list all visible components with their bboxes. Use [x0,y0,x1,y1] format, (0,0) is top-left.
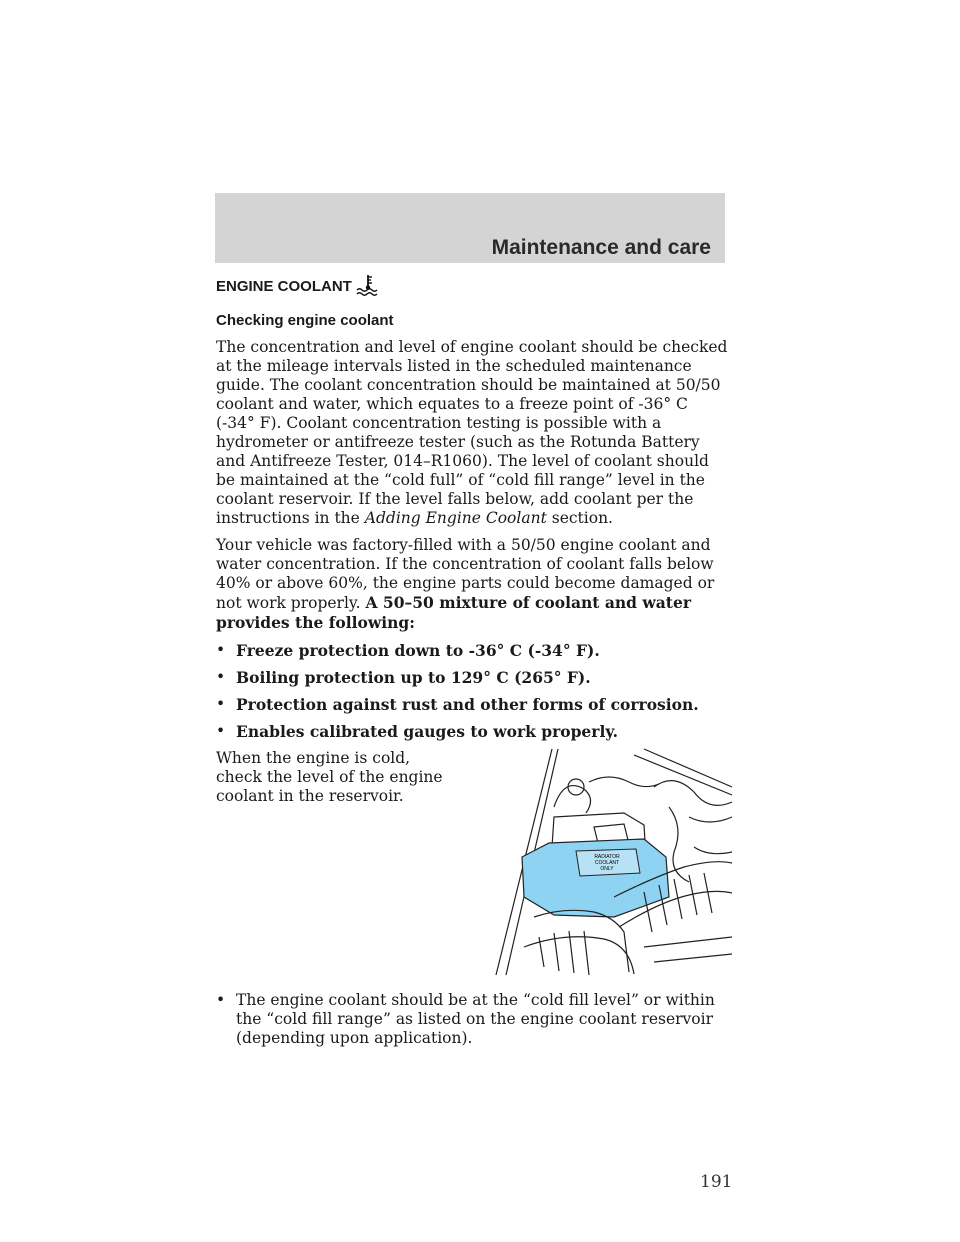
list-item [216,641,728,660]
bullet-glyph: • [216,695,226,713]
reservoir-label-line3: ONLY [600,866,614,872]
paragraph-concentration [216,338,728,528]
list-item-text: Enables calibrated gauges to work properly. [236,722,618,741]
reservoir-label-line2: COOLANT [594,860,620,866]
paragraph-concentration-text: The concentration and level of engine coolant should be checked at the mileage intervals listed in the scheduled maintenance guide. The coolant concentration should be maintained at 50/50 coolant and water, which equates to a freeze point of -36° C (-34° F). Coolant concentration testing is possible with a hydrometer or antifreeze tester (such as the Rotunda Battery and Antifreeze Tester, 014–R1060). The level of coolant should be maintained at the “cold full” of “cold fill range” level in the coolant reservoir. If the level falls below, add coolant per the instructions in the [216,338,728,527]
list-item [216,722,728,741]
final-bullet-text: The engine coolant should be at the “cold fill level” or within the “cold fill range” as listed on the engine coolant reservoir (depending upon application). [236,991,715,1047]
page-content [216,272,728,1048]
paragraph-factory-fill [216,536,728,633]
engine-coolant-temperature-icon [356,274,380,296]
page-number: 191 [700,1172,733,1192]
page-header-title: Maintenance and care [491,236,711,259]
adding-coolant-reference: Adding Engine Coolant [364,509,547,527]
cold-check-row [216,749,728,979]
list-item-text: Freeze protection down to -36° C (-34° F). [236,641,600,660]
header-band [215,193,725,263]
paragraph-concentration-end: section. [551,509,613,527]
bullet-glyph: • [216,641,226,659]
list-item [216,668,728,687]
reservoir-label-line1: RADIATOR [594,854,620,860]
protection-list [216,641,728,741]
paragraph-factory-fill-text: Your vehicle was factory-filled with a 50/50 engine coolant and water concentration. If the concentration of coolant falls below 40% or above 60%, the engine parts could become damaged or not work properly. [216,536,715,612]
bullet-glyph: • [216,722,226,740]
coolant-reservoir-illustration [494,747,732,979]
cold-check-text: When the engine is cold, check the level of the engine coolant in the reservoir. [216,749,443,805]
subsection-title: Checking engine coolant [216,312,394,329]
section-title-text: ENGINE COOLANT [216,278,352,295]
list-item-text: Protection against rust and other forms of corrosion. [236,695,699,714]
final-bullet [216,991,728,1048]
bullet-glyph: • [216,991,226,1009]
paragraph-factory-fill-bold: A 50–50 mixture of coolant and water provides the following: [216,593,691,632]
list-item-text: Boiling protection up to 129° C (265° F). [236,668,591,687]
bullet-glyph: • [216,668,226,686]
section-title [216,272,728,296]
list-item [216,695,728,714]
